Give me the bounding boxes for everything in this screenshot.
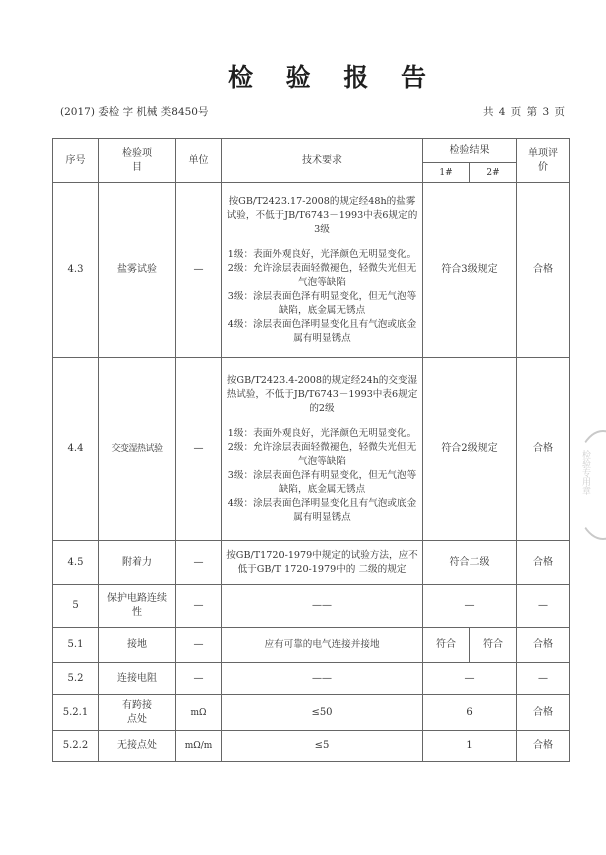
header-item <box>99 139 176 183</box>
cell-unit: — <box>176 663 222 695</box>
cell-evaluation: — <box>517 585 570 628</box>
cell-evaluation: 合格 <box>517 731 570 762</box>
cell-seq: 4.4 <box>53 358 99 541</box>
cell-requirement <box>222 358 423 541</box>
cell-result-2: 符合 <box>470 628 517 663</box>
cell-unit: — <box>176 541 222 585</box>
cell-unit: — <box>176 358 222 541</box>
cell-item: 接地 <box>99 628 176 663</box>
page-info: 共 4 页 第 3 页 <box>482 106 566 118</box>
cell-result: 符合3级规定 <box>423 183 517 358</box>
cell-unit: — <box>176 585 222 628</box>
header-result: 检验结果 <box>423 139 517 163</box>
header-seq: 序号 <box>53 139 99 183</box>
table-row <box>53 663 570 695</box>
cell-requirement <box>222 183 423 358</box>
cell-requirement: —— <box>222 663 423 695</box>
cell-requirement: 按GB/T1720-1979中规定的试验方法，应不低于GB/T 1720-1979中的 二级的规定 <box>222 541 423 585</box>
cell-item-label: 有跨接点处 <box>122 699 152 725</box>
table-row <box>53 183 570 358</box>
cell-evaluation: 合格 <box>517 695 570 731</box>
table-row <box>53 585 570 628</box>
cell-requirement: 应有可靠的电气连接并接地 <box>222 628 423 663</box>
table-row <box>53 695 570 731</box>
cell-unit: — <box>176 183 222 358</box>
cell-requirement: ≤5 <box>222 731 423 762</box>
table-row <box>53 731 570 762</box>
cell-item: 无接点处 <box>99 731 176 762</box>
cell-result: 1 <box>423 731 517 762</box>
header-item-label: 检验项目 <box>122 147 152 173</box>
cell-item: 盐雾试验 <box>99 183 176 358</box>
cell-result: 符合二级 <box>423 541 517 585</box>
cell-seq: 5.2.1 <box>53 695 99 731</box>
cell-result-1: 符合 <box>423 628 470 663</box>
cell-result: — <box>423 663 517 695</box>
cell-item <box>99 695 176 731</box>
cell-result: 符合2级规定 <box>423 358 517 541</box>
requirement-level-3: 3级：涂层表面色泽有明显变化，但无气泡等缺陷，底金属无锈点 <box>227 290 417 316</box>
cell-item: 交变湿热试验 <box>99 358 176 541</box>
header-evaluation-label: 单项评价 <box>528 147 558 173</box>
cell-item: 附着力 <box>99 541 176 585</box>
cell-seq: 5 <box>53 585 99 628</box>
requirement-level-2: 2级：允许涂层表面轻微褪色，轻微失光但无气泡等缺陷 <box>227 441 417 467</box>
cell-item: 连接电阻 <box>99 663 176 695</box>
cell-seq: 4.3 <box>53 183 99 358</box>
cell-evaluation: 合格 <box>517 358 570 541</box>
inspection-table <box>52 138 570 762</box>
requirement-level-1: 1级：表面外观良好，光泽颜色无明显变化。 <box>227 427 417 439</box>
header-result-2: 2# <box>470 163 517 183</box>
header-requirement: 技术要求 <box>222 139 423 183</box>
requirement-level-2: 2级：允许涂层表面轻微褪色，轻微失光但无气泡等缺陷 <box>227 262 417 288</box>
report-number: (2017) 委检 字 机械 类8450号 <box>60 106 209 118</box>
stamp-text: 检验专用章 <box>580 450 590 495</box>
inspection-seal-stamp <box>573 430 606 540</box>
table-row <box>53 358 570 541</box>
table-row <box>53 628 570 663</box>
cell-evaluation: 合格 <box>517 183 570 358</box>
cell-seq: 5.2.2 <box>53 731 99 762</box>
cell-requirement: ≤50 <box>222 695 423 731</box>
cell-unit: mΩ <box>176 695 222 731</box>
requirement-level-4: 4级：涂层表面色泽明显变化且有气泡或底金属有明显锈点 <box>227 497 417 523</box>
table-header-row <box>53 139 570 163</box>
table-row <box>53 541 570 585</box>
requirement-level-4: 4级：涂层表面色泽明显变化且有气泡或底金属有明显锈点 <box>227 318 417 344</box>
cell-unit: mΩ/m <box>176 731 222 762</box>
cell-seq: 4.5 <box>53 541 99 585</box>
requirement-level-3: 3级：涂层表面色泽有明显变化，但无气泡等缺陷，底金属无锈点 <box>227 469 417 495</box>
cell-result: 6 <box>423 695 517 731</box>
header-result-1: 1# <box>423 163 470 183</box>
header-evaluation <box>517 139 570 183</box>
requirement-intro: 按GB/T2423.4-2008的规定经24h的交变湿热试验，不低于JB/T6743－1993中表6规定的2级 <box>226 374 418 414</box>
cell-seq: 5.2 <box>53 663 99 695</box>
cell-evaluation: — <box>517 663 570 695</box>
cell-evaluation: 合格 <box>517 541 570 585</box>
cell-item: 保护电路连续性 <box>99 585 176 628</box>
cell-requirement: —— <box>222 585 423 628</box>
header-unit: 单位 <box>176 139 222 183</box>
requirement-intro: 按GB/T2423.17-2008的规定经48h的盐雾试验，不低于JB/T6743－1993中表6规定的3级 <box>226 195 418 235</box>
cell-seq: 5.1 <box>53 628 99 663</box>
requirement-level-1: 1级：表面外观良好，光泽颜色无明显变化。 <box>227 248 417 260</box>
cell-evaluation: 合格 <box>517 628 570 663</box>
cell-result: — <box>423 585 517 628</box>
report-title: 检 验 报 告 <box>227 63 439 92</box>
cell-unit: — <box>176 628 222 663</box>
